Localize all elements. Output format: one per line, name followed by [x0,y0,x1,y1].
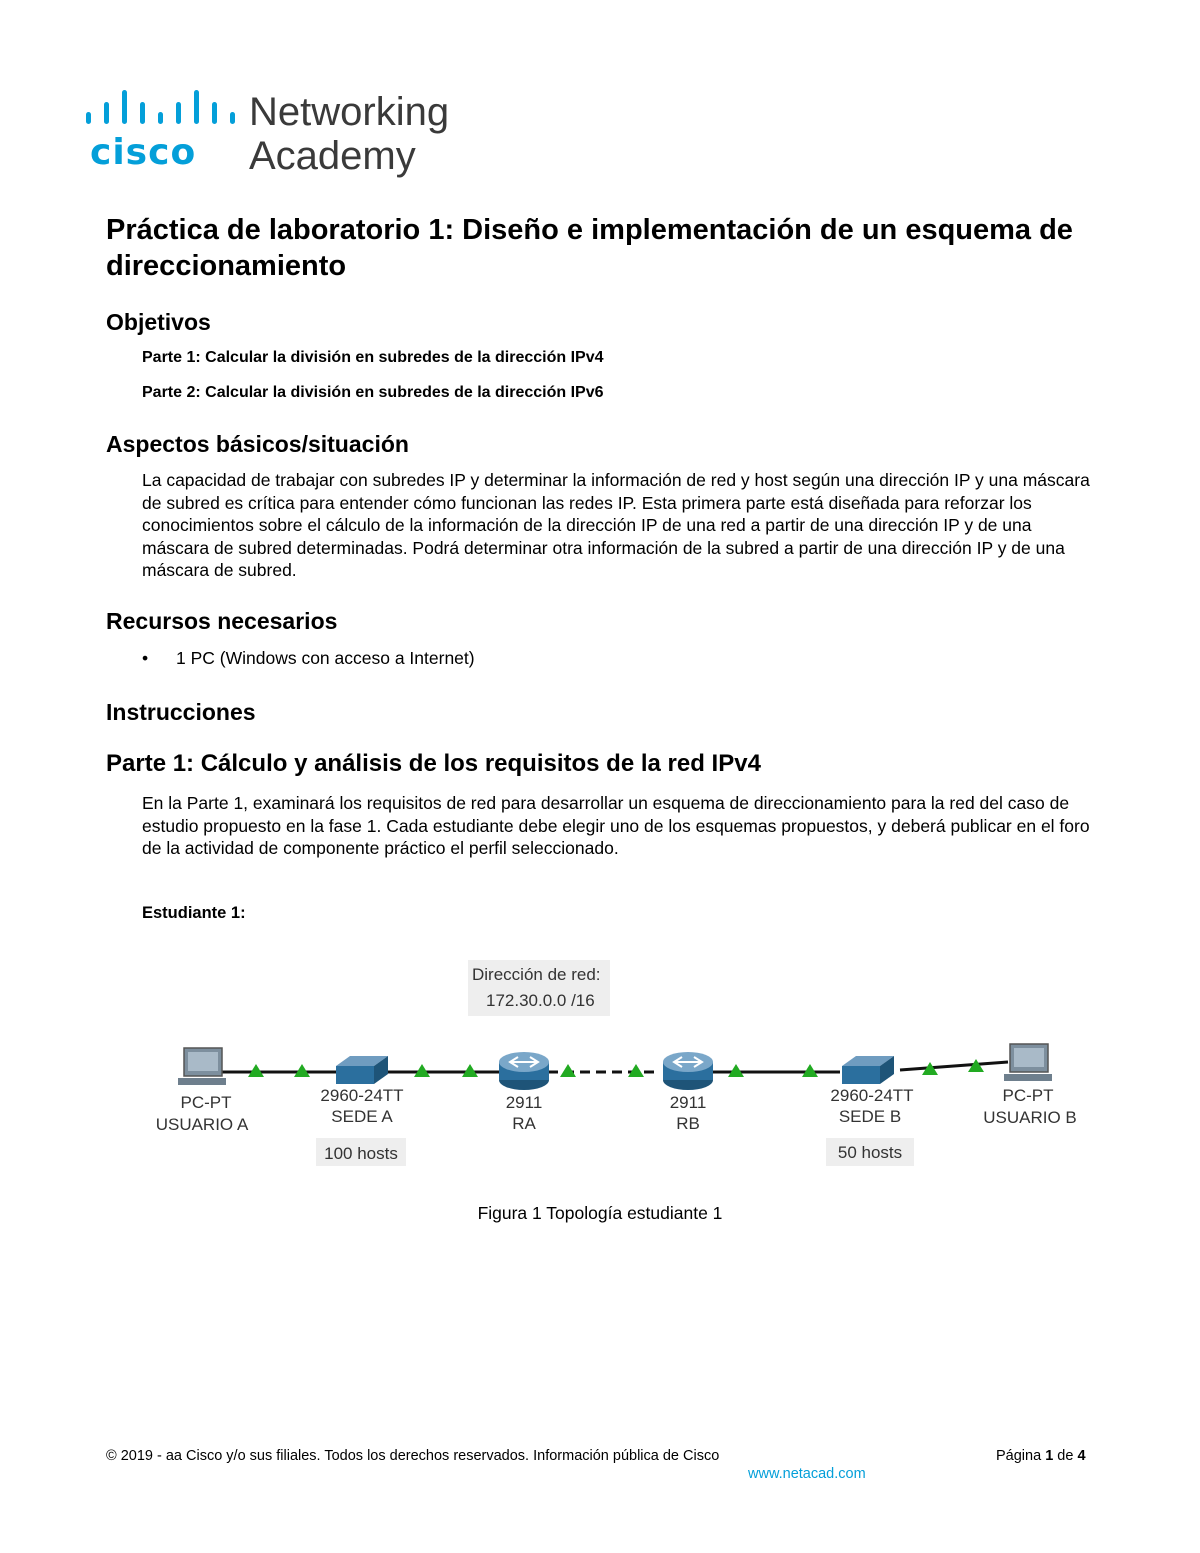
resource-item: 1 PC (Windows con acceso a Internet) [176,648,475,668]
footer-page-number [996,1448,1086,1464]
switch-b-model: 2960-24TT [830,1086,914,1105]
instructions-heading: Instrucciones [106,699,256,725]
switch-b-hosts: 50 hosts [837,1143,903,1162]
network-label: Dirección de red: [472,965,601,984]
router-b-name: RB [676,1114,700,1133]
logo-networking: Networking [249,90,450,134]
logo-academy: Academy [249,134,416,178]
router-a-icon [499,1052,549,1090]
background-text: La capacidad de trabajar con subredes IP y determinar la información de red y host según una dirección IP y una máscara de subred es crítica para entender cómo funcionan las redes IP. Esta primera parte está diseñada para reforzar los conocimientos sobre el cálculo de la información de la dirección IP de una red a partir de una dirección IP y de una máscara de subred determinadas. Podrá determinar otra información de la subred a partir de una dirección IP y de una máscara de subred. [142,470,1090,580]
bullet-icon: • [142,648,149,668]
page-total: 4 [1077,1448,1086,1464]
background-heading: Aspectos básicos/situación [106,431,409,457]
pc-b-name: USUARIO B [983,1108,1077,1127]
switch-a-hosts: 100 hosts [324,1144,398,1163]
page-prefix: Página [996,1448,1042,1464]
part1-heading: Parte 1: Cálculo y análisis de los requisitos de la red IPv4 [106,750,761,777]
resources-heading: Recursos necesarios [106,608,338,634]
switch-a-icon [336,1056,388,1084]
pc-b-icon [1004,1044,1052,1081]
cisco-bars-icon [84,88,244,132]
switch-a-model: 2960-24TT [320,1086,404,1105]
footer-copyright: © 2019 - aa Cisco y/o sus filiales. Todos los derechos reservados. Información pública de Cisco [106,1448,720,1464]
pc-a-name: USUARIO A [155,1115,249,1134]
figure-caption: Figura 1 Topología estudiante 1 [477,1203,723,1223]
pc-a-icon [178,1048,226,1085]
footer-url-link[interactable]: www.netacad.com [748,1466,866,1482]
pc-b-model: PC-PT [1002,1086,1054,1105]
document-title: Práctica de laboratorio 1: Diseño e implementación de un esquema de direccionamiento [106,214,1073,282]
network-address: 172.30.0.0 /16 [486,991,595,1010]
pc-a-model: PC-PT [180,1093,232,1112]
topology-diagram [150,958,1090,1173]
router-a-name: RA [512,1114,536,1133]
page-mid: de [1057,1448,1074,1464]
router-b-icon [663,1052,713,1090]
router-b-model: 2911 [669,1093,707,1112]
part1-text: En la Parte 1, examinará los requisitos de red para desarrollar un esquema de direccionamiento para la red del caso de estudio propuesto en la fase 1. Cada estudiante debe elegir uno de los esquemas propuestos, y deberá publicar en el foro de la actividad de componente práctico el perfil seleccionado. [142,793,1090,858]
switch-b-icon [842,1056,894,1084]
link-switch-b-pc-b [900,1062,1008,1070]
objectives-heading: Objetivos [106,309,211,335]
objective-item: Parte 1: Calcular la división en subredes de la dirección IPv4 [142,349,604,366]
switch-a-name: SEDE A [331,1107,393,1126]
router-a-model: 2911 [505,1093,543,1112]
objective-item: Parte 2: Calcular la división en subredes de la dirección IPv6 [142,384,604,401]
cisco-networking-academy-logo [84,88,484,183]
switch-b-name: SEDE B [838,1107,902,1126]
page-current: 1 [1045,1448,1054,1464]
cisco-wordmark: cisco [90,132,197,173]
student-label: Estudiante 1: [142,904,246,922]
list-item [142,648,475,669]
